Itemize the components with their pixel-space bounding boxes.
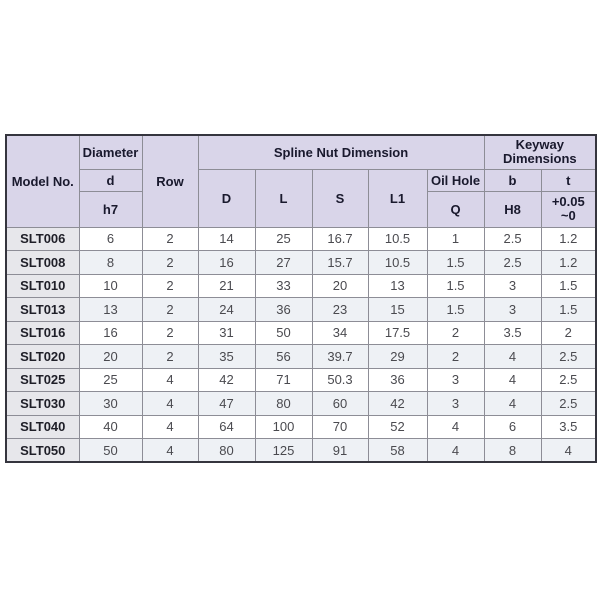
data-cell: 3 xyxy=(484,274,541,298)
header-oil-hole-symbol: Q xyxy=(427,191,484,227)
header-col-D: D xyxy=(198,169,255,227)
data-cell: 20 xyxy=(79,345,142,369)
data-cell: 15.7 xyxy=(312,251,368,275)
data-cell: 70 xyxy=(312,415,368,439)
data-cell: 100 xyxy=(255,415,312,439)
data-cell: 21 xyxy=(198,274,255,298)
table-row xyxy=(6,251,596,275)
data-cell: 4 xyxy=(541,439,596,463)
header-t-tolerance xyxy=(541,191,596,227)
data-cell: 80 xyxy=(198,439,255,463)
data-cell: 17.5 xyxy=(368,321,427,345)
data-cell: 52 xyxy=(368,415,427,439)
data-cell: 2.5 xyxy=(484,227,541,251)
table-row xyxy=(6,274,596,298)
data-cell: 1.2 xyxy=(541,227,596,251)
model-cell: SLT030 xyxy=(6,392,79,416)
data-cell: 3 xyxy=(427,392,484,416)
header-col-b: b xyxy=(484,169,541,191)
header-row-2 xyxy=(6,169,596,191)
data-cell: 15 xyxy=(368,298,427,322)
data-cell: 40 xyxy=(79,415,142,439)
header-col-L: L xyxy=(255,169,312,227)
table-row xyxy=(6,345,596,369)
data-cell: 8 xyxy=(79,251,142,275)
data-cell: 3 xyxy=(484,298,541,322)
header-col-t: t xyxy=(541,169,596,191)
data-cell: 4 xyxy=(427,439,484,463)
data-cell: 24 xyxy=(198,298,255,322)
data-cell: 6 xyxy=(484,415,541,439)
table-row xyxy=(6,439,596,463)
model-cell: SLT010 xyxy=(6,274,79,298)
data-cell: 91 xyxy=(312,439,368,463)
spline-nut-spec-table xyxy=(5,134,597,463)
data-cell: 4 xyxy=(427,415,484,439)
data-cell: 29 xyxy=(368,345,427,369)
data-cell: 2.5 xyxy=(541,345,596,369)
data-cell: 1.5 xyxy=(427,251,484,275)
data-cell: 25 xyxy=(255,227,312,251)
table-row xyxy=(6,321,596,345)
data-cell: 2 xyxy=(142,251,198,275)
header-model-no: Model No. xyxy=(6,135,79,227)
data-cell: 2.5 xyxy=(541,392,596,416)
data-cell: 60 xyxy=(312,392,368,416)
data-cell: 42 xyxy=(198,368,255,392)
data-cell: 2 xyxy=(427,345,484,369)
data-cell: 4 xyxy=(142,392,198,416)
header-diameter-group: Diameter xyxy=(79,135,142,169)
data-cell: 3 xyxy=(427,368,484,392)
data-cell: 1.2 xyxy=(541,251,596,275)
data-cell: 1.5 xyxy=(541,298,596,322)
header-diameter-symbol: d xyxy=(79,169,142,191)
data-cell: 2 xyxy=(142,345,198,369)
data-cell: 16 xyxy=(79,321,142,345)
data-cell: 13 xyxy=(79,298,142,322)
data-cell: 23 xyxy=(312,298,368,322)
data-cell: 64 xyxy=(198,415,255,439)
data-cell: 3.5 xyxy=(541,415,596,439)
header-row-1 xyxy=(6,135,596,169)
data-cell: 10.5 xyxy=(368,251,427,275)
table-row xyxy=(6,298,596,322)
header-col-L1: L1 xyxy=(368,169,427,227)
data-cell: 31 xyxy=(198,321,255,345)
data-cell: 16.7 xyxy=(312,227,368,251)
header-keyway-group xyxy=(484,135,596,169)
model-cell: SLT050 xyxy=(6,439,79,463)
data-cell: 2 xyxy=(142,227,198,251)
data-cell: 39.7 xyxy=(312,345,368,369)
data-cell: 8 xyxy=(484,439,541,463)
data-cell: 1.5 xyxy=(427,274,484,298)
table-row xyxy=(6,227,596,251)
data-cell: 2.5 xyxy=(541,368,596,392)
data-cell: 42 xyxy=(368,392,427,416)
data-cell: 30 xyxy=(79,392,142,416)
data-cell: 36 xyxy=(368,368,427,392)
header-diameter-tolerance: h7 xyxy=(79,191,142,227)
data-cell: 6 xyxy=(79,227,142,251)
data-cell: 4 xyxy=(142,368,198,392)
data-cell: 4 xyxy=(142,415,198,439)
model-cell: SLT016 xyxy=(6,321,79,345)
data-cell: 34 xyxy=(312,321,368,345)
model-cell: SLT006 xyxy=(6,227,79,251)
table-row xyxy=(6,392,596,416)
data-cell: 10 xyxy=(79,274,142,298)
data-cell: 16 xyxy=(198,251,255,275)
data-cell: 50 xyxy=(79,439,142,463)
table-row xyxy=(6,368,596,392)
data-cell: 2 xyxy=(427,321,484,345)
data-cell: 2 xyxy=(142,321,198,345)
data-cell: 2 xyxy=(142,298,198,322)
data-cell: 2 xyxy=(142,274,198,298)
data-cell: 3.5 xyxy=(484,321,541,345)
table-row xyxy=(6,415,596,439)
model-cell: SLT020 xyxy=(6,345,79,369)
data-cell: 2 xyxy=(541,321,596,345)
header-b-tolerance: H8 xyxy=(484,191,541,227)
table-header xyxy=(6,135,596,227)
t-tolerance-line1: +0.05 xyxy=(551,194,585,209)
model-cell: SLT040 xyxy=(6,415,79,439)
data-cell: 33 xyxy=(255,274,312,298)
data-cell: 80 xyxy=(255,392,312,416)
data-cell: 14 xyxy=(198,227,255,251)
data-cell: 125 xyxy=(255,439,312,463)
data-cell: 4 xyxy=(142,439,198,463)
header-row-count: Row xyxy=(142,135,198,227)
header-oil-hole: Oil Hole xyxy=(427,169,484,191)
model-cell: SLT008 xyxy=(6,251,79,275)
model-cell: SLT013 xyxy=(6,298,79,322)
data-cell: 50 xyxy=(255,321,312,345)
data-cell: 71 xyxy=(255,368,312,392)
keyway-group-label: Keyway Dimensions xyxy=(502,137,577,167)
t-tolerance-line2: ~0 xyxy=(560,208,576,223)
header-col-S: S xyxy=(312,169,368,227)
data-cell: 36 xyxy=(255,298,312,322)
data-cell: 1 xyxy=(427,227,484,251)
data-cell: 13 xyxy=(368,274,427,298)
table-body xyxy=(6,227,596,462)
data-cell: 10.5 xyxy=(368,227,427,251)
data-cell: 58 xyxy=(368,439,427,463)
data-cell: 4 xyxy=(484,392,541,416)
data-cell: 4 xyxy=(484,368,541,392)
header-spline-group: Spline Nut Dimension xyxy=(198,135,484,169)
data-cell: 50.3 xyxy=(312,368,368,392)
data-cell: 25 xyxy=(79,368,142,392)
data-cell: 27 xyxy=(255,251,312,275)
data-cell: 1.5 xyxy=(541,274,596,298)
data-cell: 2.5 xyxy=(484,251,541,275)
data-cell: 1.5 xyxy=(427,298,484,322)
model-cell: SLT025 xyxy=(6,368,79,392)
data-cell: 4 xyxy=(484,345,541,369)
data-cell: 35 xyxy=(198,345,255,369)
data-cell: 47 xyxy=(198,392,255,416)
data-cell: 56 xyxy=(255,345,312,369)
data-cell: 20 xyxy=(312,274,368,298)
